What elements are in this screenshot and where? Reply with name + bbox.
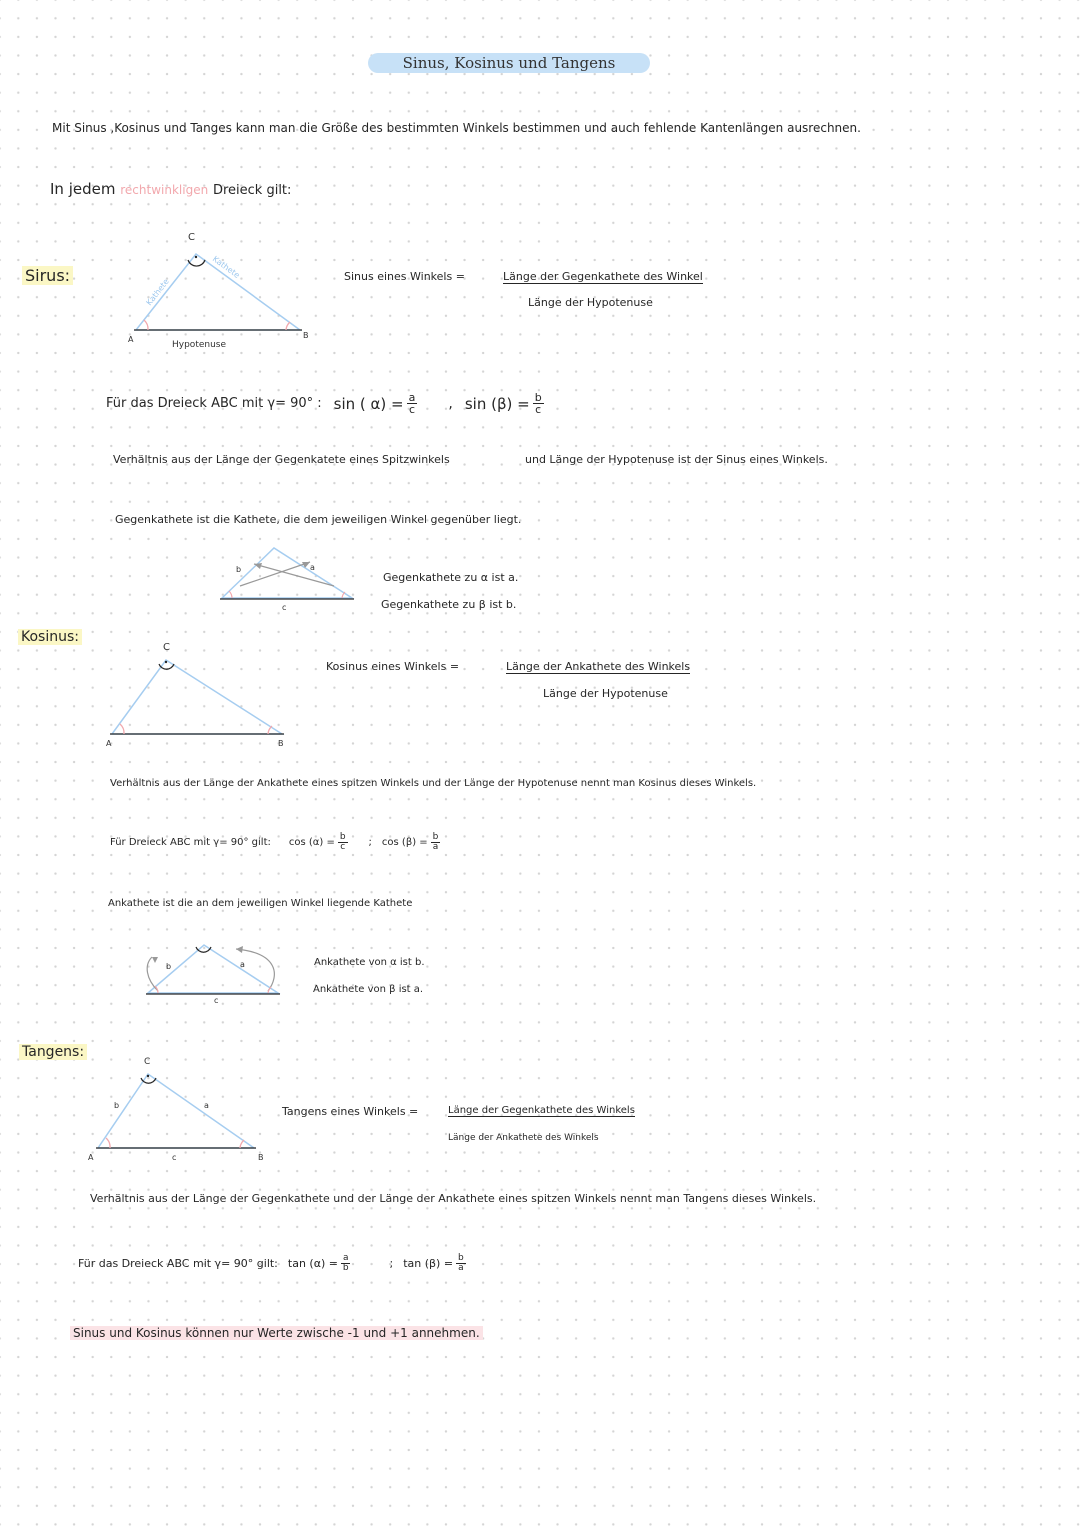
gegenkathete-beta: Gegenkathete zu β ist b. xyxy=(381,598,517,611)
tangens-heading: Tangens: xyxy=(19,1044,87,1060)
gegenkathete-definition: Gegenkathete ist die Kathete, die dem jeweiligen Winkel gegenüber liegt. xyxy=(115,513,522,526)
right-triangle-suffix: Dreieck gilt: xyxy=(212,183,292,198)
sinus-ratio-text-2: und Länge der Hypotenuse ist der Sinus eines Winkels. xyxy=(525,453,828,466)
ankathete-alpha: Ankathete von α ist b. xyxy=(314,957,425,968)
an-small-label-c: c xyxy=(214,996,219,1005)
sinus-formula-label: Für das Dreieck ABC mit γ= 90° : xyxy=(106,396,322,411)
sinus-def-label: Sinus eines Winkels = xyxy=(344,270,465,283)
kosinus-def-label: Kosinus eines Winkels = xyxy=(326,660,460,673)
tangens-label-c: C xyxy=(144,1057,151,1067)
tangens-f2-num: b xyxy=(458,1253,464,1263)
sinus-def-denominator: Länge der Hypotenuse xyxy=(528,296,653,309)
ankathete-diagram xyxy=(140,935,290,1007)
gegen-small-label-b: b xyxy=(236,565,242,574)
sinus-f1-num: a xyxy=(408,391,416,404)
gegen-small-label-a: a xyxy=(310,563,315,572)
sinus-label-b: B xyxy=(303,331,309,340)
kosinus-label-c: C xyxy=(163,642,170,653)
kosinus-ratio-text: Verhältnis aus der Länge der Ankathete eines spitzen Winkels und der Länge der Hypotenuse nennt man Kosinus dieses Winkels. xyxy=(110,778,757,789)
tangens-side-a: a xyxy=(204,1101,209,1110)
intro-text: Mit Sinus ,Kosinus und Tanges kann man die Größe des bestimmten Winkels bestimmen und auch fehlende Kantenlängen ausrechnen. xyxy=(52,121,861,135)
sinus-f2-num: b xyxy=(534,391,542,404)
kosinus-formula-line xyxy=(110,833,443,852)
sinus-f1-fraction xyxy=(407,392,418,415)
ankathete-beta: Ankathete von β ist a. xyxy=(313,984,424,995)
tangens-f2-label: tan (β) = xyxy=(403,1257,454,1270)
gegen-small-label-c: c xyxy=(282,603,287,612)
right-triangle-highlight: rechtwinkligen xyxy=(120,183,209,197)
kosinus-def-denominator: Länge der Hypotenuse xyxy=(543,687,668,700)
tangens-f1-fraction xyxy=(341,1254,351,1273)
sinus-ratio-text-1: Verhältnis aus der Länge der Gegenkatete eines Spitzwinkels xyxy=(113,453,450,466)
right-triangle-prefix: In jedem xyxy=(50,180,116,198)
kosinus-f1-num: b xyxy=(339,832,346,842)
gegenkathete-arrow-alpha xyxy=(240,562,310,586)
sinus-label-leg-right: Kathete xyxy=(210,254,242,280)
gegenkathete-alpha: Gegenkathete zu α ist a. xyxy=(383,571,519,584)
kosinus-f1-den: c xyxy=(340,842,346,852)
sinus-def-numerator: Länge der Gegenkathete des Winkel xyxy=(503,270,703,283)
sinus-f2-label: sin (β) = xyxy=(464,394,530,413)
sinus-label-hypotenuse: Hypotenuse xyxy=(172,340,227,350)
range-note: Sinus und Kosinus können nur Werte zwische -1 und +1 annehmen. xyxy=(70,1326,483,1340)
tangens-separator: ; xyxy=(389,1257,394,1270)
kosinus-f1-fraction xyxy=(338,833,348,852)
kosinus-angle-alpha xyxy=(120,724,124,734)
sinus-angle-alpha xyxy=(144,320,148,330)
sinus-label-c: C xyxy=(188,232,195,243)
tangens-def-label: Tangens eines Winkels = xyxy=(282,1105,419,1118)
sinus-f1-den: c xyxy=(408,403,416,416)
kosinus-formula-label: Für Dreieck ABC mit γ= 90° gilt: xyxy=(110,837,271,848)
kosinus-triangle xyxy=(112,660,282,734)
sinus-f1-label: sin ( α) = xyxy=(333,394,404,413)
sinus-formula-line xyxy=(106,392,547,415)
kosinus-label-a: A xyxy=(106,739,112,748)
tangens-f1-num: a xyxy=(342,1253,349,1263)
tangens-ratio-text: Verhältnis aus der Länge der Gegenkathete und der Länge der Ankathete eines spitzen Winkels nennt man Tangens dieses Winkels. xyxy=(90,1192,817,1205)
tangens-triangle xyxy=(98,1074,254,1148)
kosinus-f2-num: b xyxy=(432,832,439,842)
sinus-f2-fraction xyxy=(533,392,544,415)
tangens-label-b: B xyxy=(258,1153,264,1162)
kosinus-angle-beta xyxy=(268,726,272,734)
tangens-label-a: A xyxy=(88,1153,94,1162)
kosinus-f2-label: cos (β) = xyxy=(381,837,428,848)
right-triangle-line xyxy=(50,180,291,198)
kosinus-def-numerator: Länge der Ankathete des Winkels xyxy=(506,660,691,673)
tangens-formula-line xyxy=(78,1254,469,1273)
kosinus-separator: ; xyxy=(368,837,372,848)
kosinus-heading: Kosinus: xyxy=(18,629,82,645)
kosinus-label-b: B xyxy=(278,739,284,748)
tangens-triangle-diagram xyxy=(80,1050,280,1170)
tangens-def-numerator: Länge der Gegenkathete des Winkels xyxy=(448,1105,635,1116)
kosinus-f2-fraction xyxy=(431,833,441,852)
tangens-angle-alpha xyxy=(106,1138,110,1148)
tangens-def-denominator: Länge der Ankathete des Winkels xyxy=(448,1133,599,1143)
sinus-f2-den: c xyxy=(535,403,542,416)
tangens-f2-fraction xyxy=(456,1254,466,1273)
tangens-side-b: b xyxy=(114,1101,120,1110)
kosinus-f2-den: a xyxy=(432,842,439,852)
page-title: Sinus, Kosinus und Tangens xyxy=(368,53,650,73)
gegenkathete-diagram xyxy=(218,542,358,612)
sinus-label-leg-left: Kathete xyxy=(144,277,171,308)
tangens-f1-label: tan (α) = xyxy=(287,1257,338,1270)
tangens-side-c: c xyxy=(172,1153,177,1162)
tangens-f2-den: a xyxy=(458,1263,464,1273)
kosinus-triangle-diagram xyxy=(100,636,300,756)
an-small-label-a: a xyxy=(240,960,245,969)
sinus-heading: Sirus: xyxy=(22,266,73,285)
sinus-triangle-diagram xyxy=(120,222,320,352)
tangens-f1-den: b xyxy=(342,1263,349,1273)
sinus-label-a: A xyxy=(128,335,134,344)
tangens-angle-beta xyxy=(240,1140,244,1148)
sinus-separator: , xyxy=(448,395,453,412)
an-small-label-b: b xyxy=(166,962,172,971)
ankathete-definition: Ankathete ist die an dem jeweiligen Winkel liegende Kathete xyxy=(108,898,413,909)
kosinus-f1-label: cos (α) = xyxy=(288,837,335,848)
sinus-angle-beta xyxy=(286,322,290,330)
tangens-formula-label: Für das Dreieck ABC mit γ= 90° gilt: xyxy=(78,1257,278,1270)
